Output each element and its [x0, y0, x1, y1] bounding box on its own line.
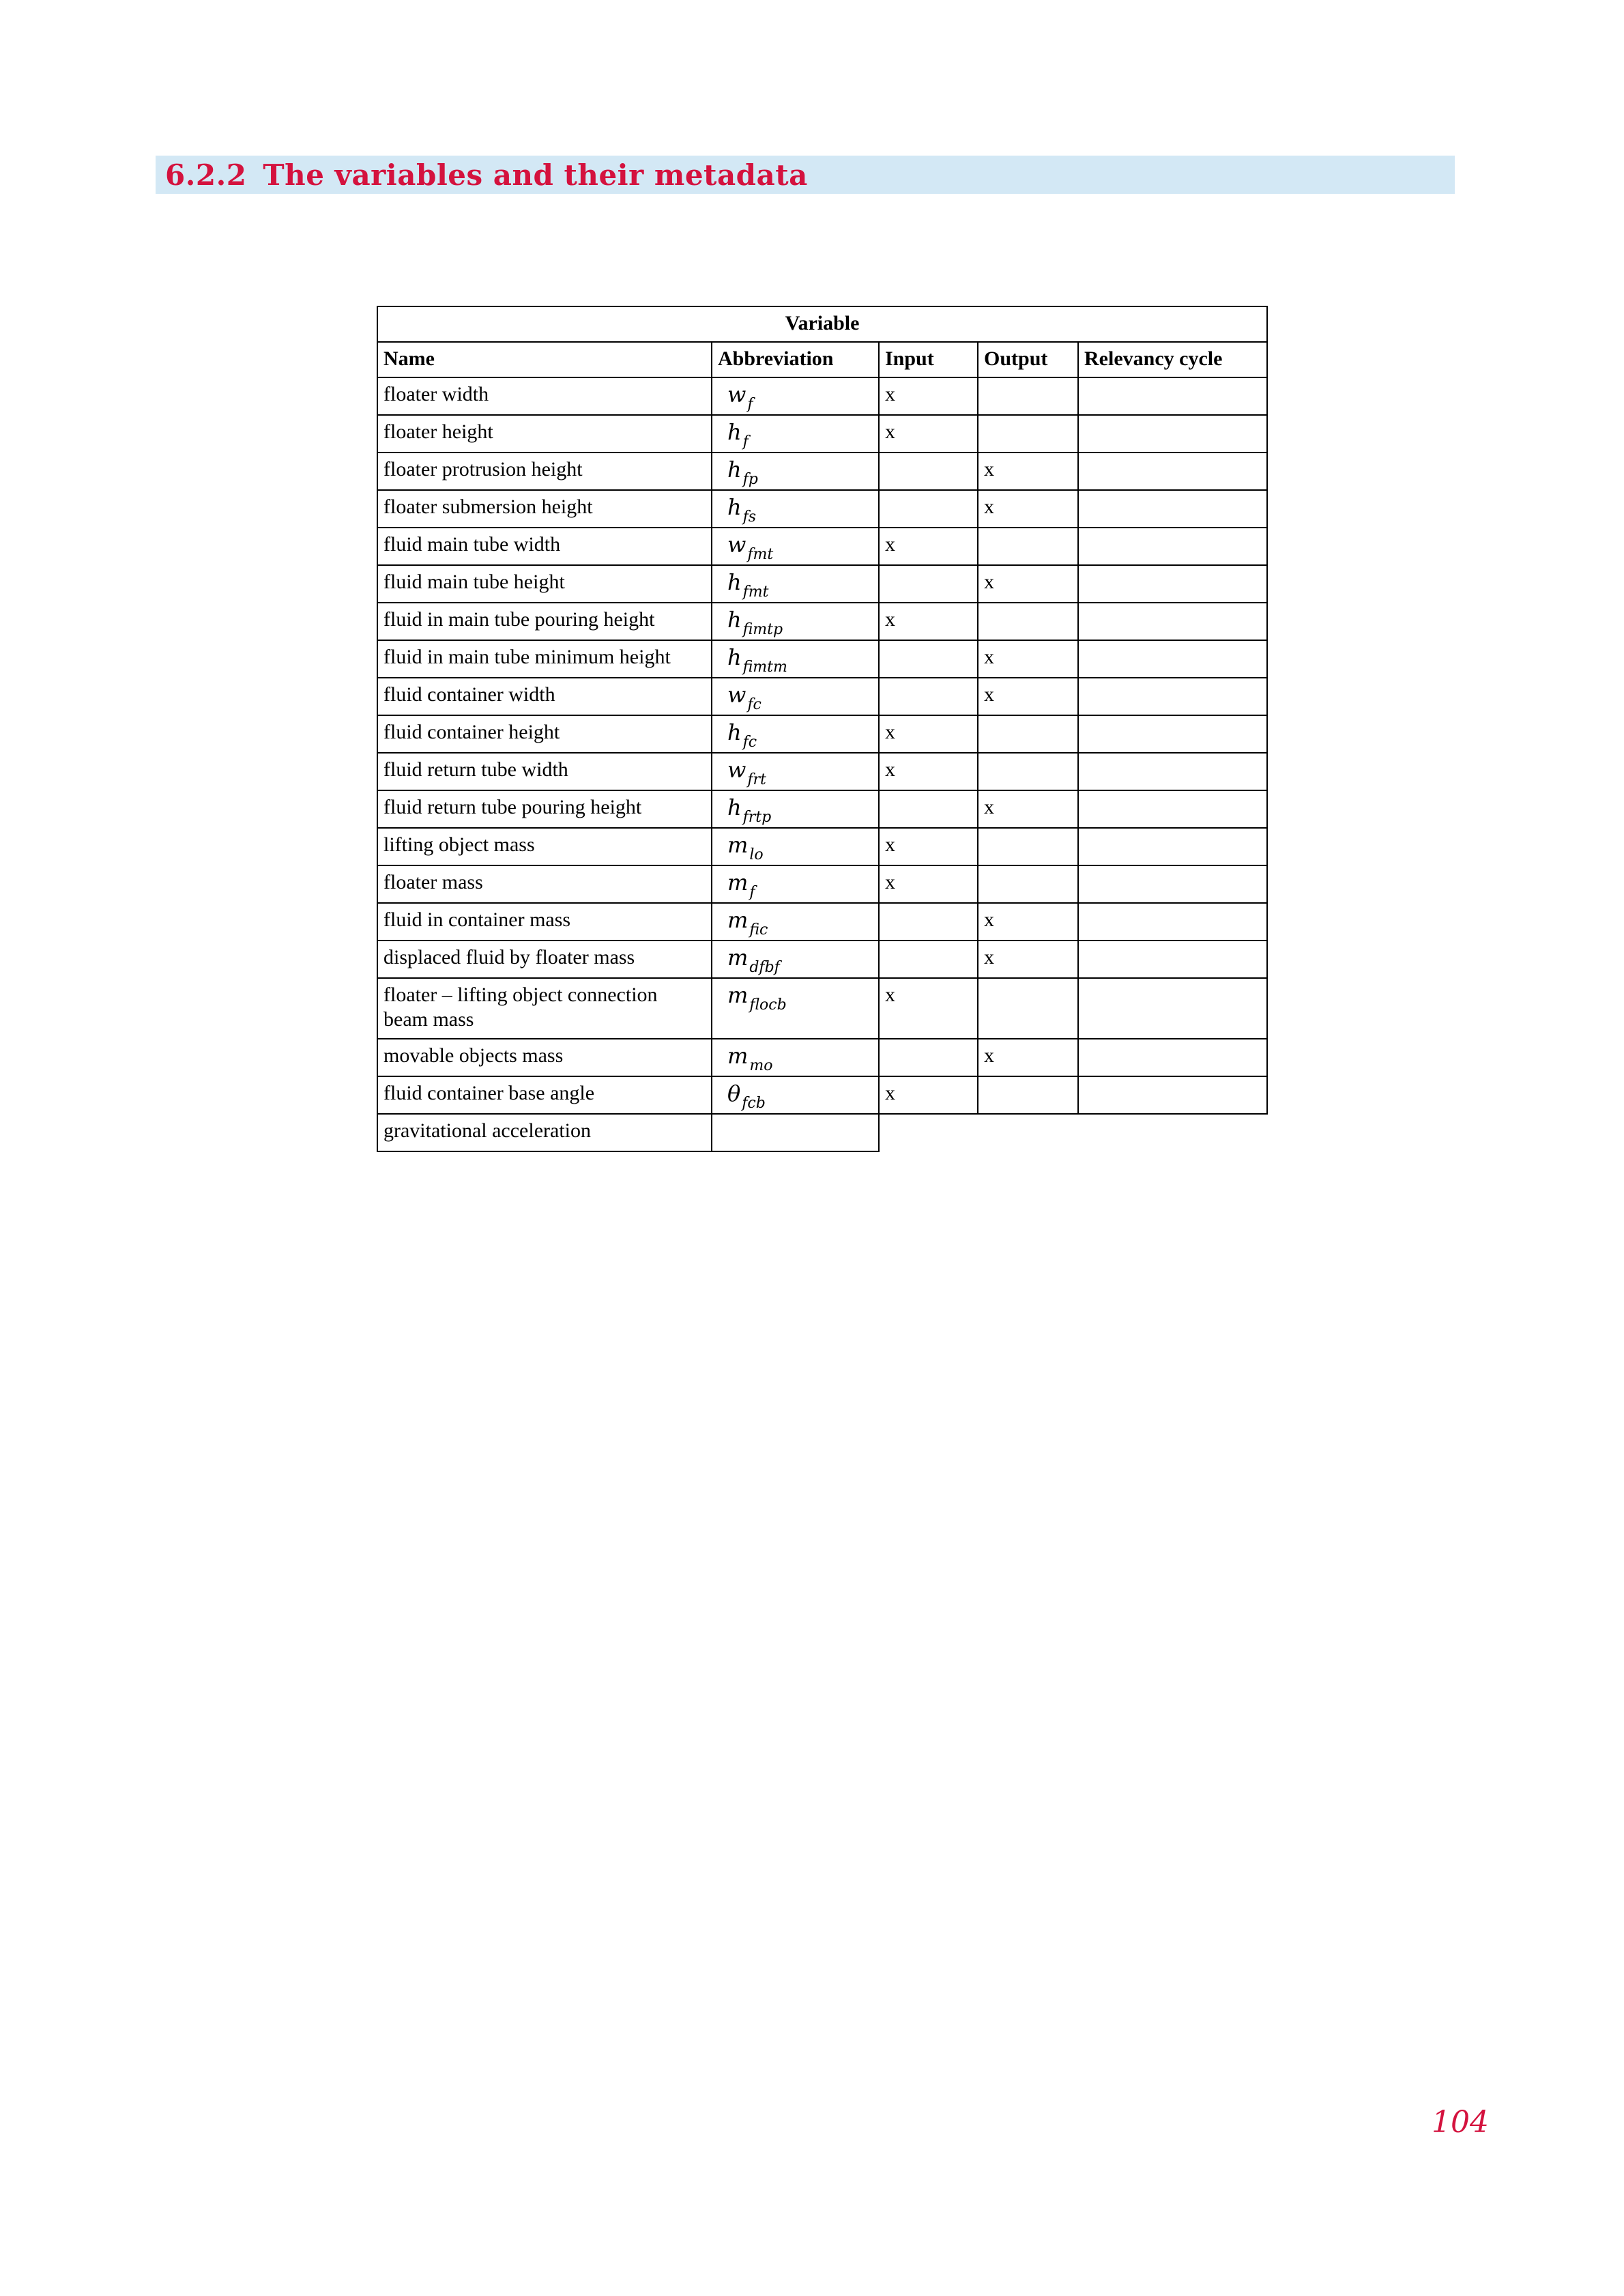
header-relevancy-cycle: Relevancy cycle [1078, 342, 1267, 377]
variable-output: x [978, 1039, 1078, 1076]
variable-relevancy [1078, 828, 1267, 865]
section-heading [156, 156, 1455, 194]
symbol-base: m [727, 945, 749, 971]
variable-input: x [879, 415, 978, 453]
variable-relevancy [1078, 678, 1267, 715]
variable-output: x [978, 903, 1078, 941]
variable-name: movable objects mass [377, 1039, 712, 1076]
variable-name: fluid in container mass [377, 903, 712, 941]
variable-output: x [978, 678, 1078, 715]
variable-name: fluid container base angle [377, 1076, 712, 1114]
variable-abbreviation [712, 453, 879, 490]
section-number: 6.2.2 [165, 158, 247, 192]
variable-name: floater – lifting object connection beam mass [377, 978, 712, 1039]
variable-input: x [879, 377, 978, 415]
variable-relevancy [1078, 603, 1267, 640]
variable-input [879, 640, 978, 678]
symbol-subscript: fimtm [742, 659, 787, 676]
variable-input: x [879, 528, 978, 565]
variable-output [978, 865, 1078, 903]
section-title: The variables and their metadata [263, 158, 808, 192]
header-name: Name [377, 342, 712, 377]
abbreviation-symbol [718, 494, 757, 526]
variable-abbreviation [712, 490, 879, 528]
empty-cell [978, 1114, 1078, 1151]
variable-name: fluid main tube height [377, 565, 712, 603]
symbol-subscript: fp [742, 471, 758, 488]
variable-output: x [978, 453, 1078, 490]
variable-output: x [978, 941, 1078, 978]
symbol-subscript: f [747, 396, 753, 413]
variable-output: x [978, 565, 1078, 603]
variable-relevancy [1078, 490, 1267, 528]
variable-output [978, 753, 1078, 790]
variable-abbreviation [712, 678, 879, 715]
table-caption: Variable [377, 306, 1267, 342]
variable-abbreviation [712, 565, 879, 603]
table-row [377, 903, 1267, 941]
variable-abbreviation [712, 828, 879, 865]
variable-abbreviation [712, 1039, 879, 1076]
symbol-subscript: frtp [742, 809, 772, 826]
table-row [377, 640, 1267, 678]
symbol-base: w [727, 532, 746, 558]
symbol-base: m [727, 982, 749, 1008]
variable-relevancy [1078, 978, 1267, 1039]
variable-output [978, 715, 1078, 753]
symbol-subscript: fc [747, 696, 762, 713]
abbreviation-symbol [718, 683, 762, 711]
table-row [377, 565, 1267, 603]
variable-relevancy [1078, 753, 1267, 790]
variable-abbreviation [712, 528, 879, 565]
variable-name: gravitational acceleration [377, 1114, 712, 1151]
variable-relevancy [1078, 903, 1267, 941]
variable-output [978, 978, 1078, 1039]
symbol-subscript: dfbf [749, 959, 780, 976]
symbol-subscript: fmt [742, 584, 769, 601]
symbol-subscript: frt [747, 771, 766, 788]
symbol-base: h [727, 457, 742, 483]
variable-abbreviation [712, 415, 879, 453]
table-row [377, 528, 1267, 565]
variable-relevancy [1078, 941, 1267, 978]
table-row [377, 790, 1267, 828]
variable-relevancy [1078, 640, 1267, 678]
symbol-subscript: f [749, 884, 755, 901]
variable-relevancy [1078, 565, 1267, 603]
header-output: Output [978, 342, 1078, 377]
table-row [377, 941, 1267, 978]
symbol-subscript: f [742, 433, 749, 450]
variable-input [879, 565, 978, 603]
variable-name: fluid return tube pouring height [377, 790, 712, 828]
variable-abbreviation [712, 377, 879, 415]
symbol-subscript: mo [749, 1057, 773, 1074]
variable-abbreviation [712, 978, 879, 1039]
symbol-base: h [727, 569, 742, 595]
empty-cell [1078, 1114, 1267, 1151]
abbreviation-symbol [718, 607, 783, 638]
table-row [377, 865, 1267, 903]
symbol-base: h [727, 607, 742, 633]
abbreviation-symbol [718, 945, 780, 976]
abbreviation-symbol [718, 532, 774, 563]
variable-abbreviation [712, 715, 879, 753]
symbol-base: m [727, 1043, 749, 1069]
table-row [377, 1114, 1267, 1151]
variable-name: lifting object mass [377, 828, 712, 865]
symbol-base: h [727, 644, 742, 670]
variables-table [377, 306, 1268, 1152]
variable-name: fluid container width [377, 678, 712, 715]
variable-name: floater width [377, 377, 712, 415]
variable-name: floater height [377, 415, 712, 453]
variable-input: x [879, 715, 978, 753]
variable-abbreviation [712, 1114, 879, 1151]
abbreviation-symbol [718, 719, 757, 751]
table-row [377, 1076, 1267, 1114]
symbol-subscript: fmt [747, 546, 774, 563]
symbol-base: m [727, 832, 749, 858]
header-input: Input [879, 342, 978, 377]
variable-input [879, 678, 978, 715]
symbol-base: h [727, 419, 742, 445]
table-row [377, 978, 1267, 1039]
variable-abbreviation [712, 603, 879, 640]
variable-abbreviation [712, 941, 879, 978]
variable-output: x [978, 490, 1078, 528]
variable-input: x [879, 865, 978, 903]
table-row [377, 753, 1267, 790]
abbreviation-symbol [718, 833, 764, 861]
variable-input: x [879, 1076, 978, 1114]
abbreviation-symbol [718, 794, 772, 826]
variable-name: fluid return tube width [377, 753, 712, 790]
symbol-subscript: lo [749, 846, 764, 863]
variable-relevancy [1078, 453, 1267, 490]
abbreviation-symbol [718, 758, 766, 786]
table-row [377, 377, 1267, 415]
table-row [377, 603, 1267, 640]
symbol-subscript: fc [742, 734, 757, 751]
variable-output [978, 528, 1078, 565]
table-row [377, 453, 1267, 490]
symbol-base: θ [727, 1080, 741, 1106]
variable-output [978, 377, 1078, 415]
variable-abbreviation [712, 640, 879, 678]
abbreviation-symbol [718, 1080, 766, 1112]
symbol-base: h [727, 794, 742, 820]
empty-cell [879, 1114, 978, 1151]
table-row [377, 490, 1267, 528]
variable-abbreviation [712, 753, 879, 790]
variable-output [978, 603, 1078, 640]
variable-input: x [879, 978, 978, 1039]
abbreviation-symbol [718, 870, 755, 901]
variable-input [879, 903, 978, 941]
symbol-subscript: flocb [749, 996, 787, 1014]
symbol-base: m [727, 907, 749, 933]
variable-input [879, 490, 978, 528]
variable-output [978, 415, 1078, 453]
abbreviation-symbol [718, 457, 758, 488]
symbol-base: h [727, 494, 742, 520]
variable-input: x [879, 753, 978, 790]
variable-name: fluid in main tube pouring height [377, 603, 712, 640]
variable-name: displaced fluid by floater mass [377, 941, 712, 978]
variable-relevancy [1078, 1076, 1267, 1114]
table-row [377, 415, 1267, 453]
variable-abbreviation [712, 865, 879, 903]
variable-relevancy [1078, 1039, 1267, 1076]
table-row [377, 678, 1267, 715]
variable-abbreviation [712, 903, 879, 941]
symbol-base: w [727, 382, 746, 407]
variable-relevancy [1078, 528, 1267, 565]
variable-name: fluid main tube width [377, 528, 712, 565]
variable-input [879, 453, 978, 490]
variable-input [879, 1039, 978, 1076]
table-row [377, 1039, 1267, 1076]
abbreviation-symbol [718, 382, 753, 413]
variable-output: x [978, 790, 1078, 828]
abbreviation-symbol [718, 1044, 772, 1072]
page-number: 104 [1432, 2105, 1489, 2140]
variable-name: floater submersion height [377, 490, 712, 528]
symbol-base: w [727, 757, 746, 783]
variable-name: fluid in main tube minimum height [377, 640, 712, 678]
variable-relevancy [1078, 790, 1267, 828]
variable-output [978, 1076, 1078, 1114]
symbol-base: m [727, 870, 749, 895]
table-row [377, 715, 1267, 753]
symbol-subscript: fic [749, 921, 768, 938]
variable-name: floater mass [377, 865, 712, 903]
symbol-base: h [727, 719, 742, 745]
variable-relevancy [1078, 377, 1267, 415]
symbol-base: w [727, 682, 746, 708]
abbreviation-symbol [718, 908, 768, 936]
abbreviation-symbol [718, 982, 787, 1014]
abbreviation-symbol [718, 569, 769, 601]
variable-relevancy [1078, 865, 1267, 903]
abbreviation-symbol [718, 644, 787, 676]
symbol-subscript: fcb [742, 1095, 766, 1112]
symbol-subscript: fs [742, 508, 757, 526]
variable-input: x [879, 603, 978, 640]
variable-input [879, 790, 978, 828]
variable-input: x [879, 828, 978, 865]
header-abbreviation: Abbreviation [712, 342, 879, 377]
table-row [377, 828, 1267, 865]
variable-relevancy [1078, 715, 1267, 753]
variable-name: floater protrusion height [377, 453, 712, 490]
variable-name: fluid container height [377, 715, 712, 753]
abbreviation-symbol [718, 420, 749, 448]
variable-input [879, 941, 978, 978]
variable-abbreviation [712, 790, 879, 828]
symbol-subscript: fimtp [742, 621, 783, 638]
variable-relevancy [1078, 415, 1267, 453]
variable-output [978, 828, 1078, 865]
variable-abbreviation [712, 1076, 879, 1114]
variable-output: x [978, 640, 1078, 678]
